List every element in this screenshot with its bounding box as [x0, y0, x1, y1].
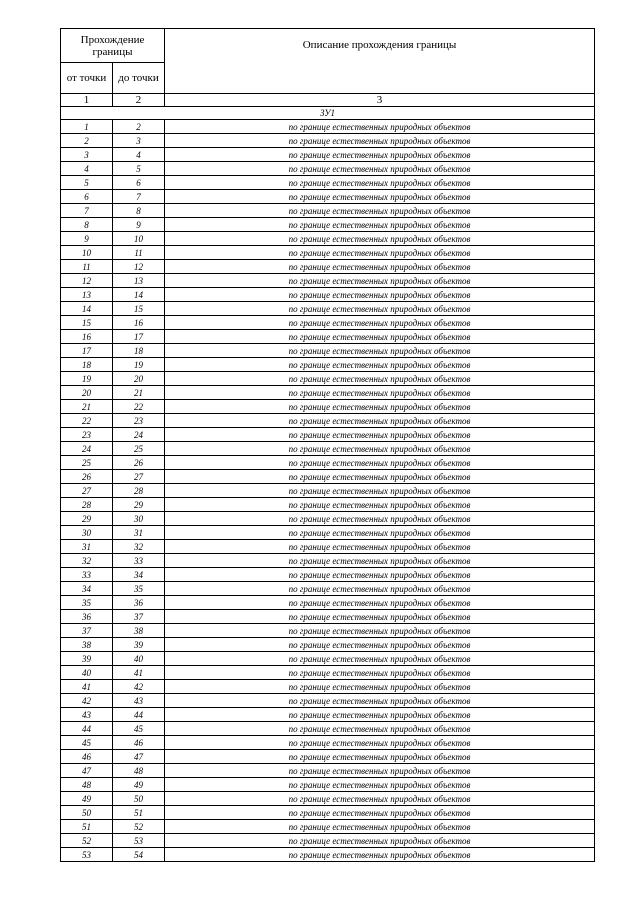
- table-row: [61, 330, 595, 344]
- to-point-cell: 13: [113, 274, 165, 288]
- to-point-cell: 40: [113, 652, 165, 666]
- table-row: [61, 722, 595, 736]
- table-row: [61, 190, 595, 204]
- from-point-cell: 19: [61, 372, 113, 386]
- table-row: [61, 414, 595, 428]
- description-cell: по границе естественных природных объектов: [165, 330, 595, 344]
- to-point-cell: 20: [113, 372, 165, 386]
- to-point-cell: 50: [113, 792, 165, 806]
- to-point-cell: 54: [113, 848, 165, 862]
- description-cell: по границе естественных природных объектов: [165, 134, 595, 148]
- from-point-cell: 6: [61, 190, 113, 204]
- from-point-cell: 26: [61, 470, 113, 484]
- column-number-row: [61, 94, 595, 107]
- description-cell: по границе естественных природных объектов: [165, 736, 595, 750]
- description-cell: по границе естественных природных объектов: [165, 848, 595, 862]
- to-point-cell: 48: [113, 764, 165, 778]
- table-row: [61, 540, 595, 554]
- description-cell: по границе естественных природных объектов: [165, 414, 595, 428]
- description-cell: по границе естественных природных объектов: [165, 162, 595, 176]
- from-point-cell: 11: [61, 260, 113, 274]
- to-point-cell: 34: [113, 568, 165, 582]
- table-row: [61, 400, 595, 414]
- table-row: [61, 806, 595, 820]
- from-point-cell: 20: [61, 386, 113, 400]
- from-point-cell: 53: [61, 848, 113, 862]
- to-point-cell: 7: [113, 190, 165, 204]
- to-point-cell: 5: [113, 162, 165, 176]
- table-row: [61, 274, 595, 288]
- description-cell: по границе естественных природных объектов: [165, 666, 595, 680]
- to-point-cell: 2: [113, 120, 165, 134]
- to-point-cell: 8: [113, 204, 165, 218]
- description-cell: по границе естественных природных объектов: [165, 792, 595, 806]
- from-point-cell: 38: [61, 638, 113, 652]
- description-cell: по границе естественных природных объектов: [165, 610, 595, 624]
- description-cell: по границе естественных природных объектов: [165, 806, 595, 820]
- description-cell: по границе естественных природных объектов: [165, 190, 595, 204]
- from-point-cell: 14: [61, 302, 113, 316]
- from-point-cell: 22: [61, 414, 113, 428]
- from-point-cell: 13: [61, 288, 113, 302]
- table-row: [61, 638, 595, 652]
- description-cell: по границе естественных природных объектов: [165, 316, 595, 330]
- table-row: [61, 456, 595, 470]
- from-point-cell: 45: [61, 736, 113, 750]
- from-point-cell: 1: [61, 120, 113, 134]
- table-row: [61, 568, 595, 582]
- to-point-cell: 16: [113, 316, 165, 330]
- from-point-cell: 18: [61, 358, 113, 372]
- boundary-table: [60, 28, 595, 862]
- description-cell: по границе естественных природных объектов: [165, 750, 595, 764]
- description-cell: по границе естественных природных объектов: [165, 428, 595, 442]
- table-row: [61, 358, 595, 372]
- from-point-cell: 17: [61, 344, 113, 358]
- table-row: [61, 848, 595, 862]
- description-cell: по границе естественных природных объектов: [165, 596, 595, 610]
- from-point-cell: 10: [61, 246, 113, 260]
- zone-label: ЗУ1: [61, 107, 595, 120]
- to-point-cell: 49: [113, 778, 165, 792]
- description-cell: по границе естественных природных объектов: [165, 540, 595, 554]
- from-point-cell: 28: [61, 498, 113, 512]
- from-point-header: от точки: [61, 63, 113, 94]
- table-row: [61, 316, 595, 330]
- from-point-cell: 24: [61, 442, 113, 456]
- description-cell: по границе естественных природных объектов: [165, 274, 595, 288]
- to-point-cell: 11: [113, 246, 165, 260]
- to-point-cell: 51: [113, 806, 165, 820]
- description-cell: по границе естественных природных объектов: [165, 820, 595, 834]
- table-row: [61, 218, 595, 232]
- description-cell: по границе естественных природных объектов: [165, 512, 595, 526]
- table-row: [61, 610, 595, 624]
- description-cell: по границе естественных природных объектов: [165, 554, 595, 568]
- from-point-cell: 12: [61, 274, 113, 288]
- table-row: [61, 778, 595, 792]
- to-point-cell: 27: [113, 470, 165, 484]
- to-point-cell: 30: [113, 512, 165, 526]
- table-row: [61, 428, 595, 442]
- column-number-1: 1: [61, 94, 113, 107]
- to-point-cell: 45: [113, 722, 165, 736]
- to-point-cell: 33: [113, 554, 165, 568]
- from-point-cell: 7: [61, 204, 113, 218]
- table-row: [61, 792, 595, 806]
- description-cell: по границе естественных природных объектов: [165, 624, 595, 638]
- description-cell: по границе естественных природных объектов: [165, 638, 595, 652]
- from-point-cell: 40: [61, 666, 113, 680]
- from-point-cell: 34: [61, 582, 113, 596]
- to-point-cell: 26: [113, 456, 165, 470]
- description-cell: по границе естественных природных объектов: [165, 778, 595, 792]
- description-cell: по границе естественных природных объектов: [165, 652, 595, 666]
- from-point-cell: 15: [61, 316, 113, 330]
- to-point-cell: 36: [113, 596, 165, 610]
- to-point-cell: 28: [113, 484, 165, 498]
- description-header: Описание прохождения границы: [165, 29, 595, 94]
- table-row: [61, 302, 595, 316]
- to-point-cell: 38: [113, 624, 165, 638]
- to-point-cell: 4: [113, 148, 165, 162]
- from-point-cell: 36: [61, 610, 113, 624]
- from-point-cell: 9: [61, 232, 113, 246]
- description-cell: по границе естественных природных объектов: [165, 344, 595, 358]
- from-point-cell: 51: [61, 820, 113, 834]
- table-row: [61, 148, 595, 162]
- to-point-cell: 37: [113, 610, 165, 624]
- table-row: [61, 652, 595, 666]
- from-point-cell: 33: [61, 568, 113, 582]
- to-point-cell: 31: [113, 526, 165, 540]
- to-point-cell: 23: [113, 414, 165, 428]
- table-row: [61, 246, 595, 260]
- description-cell: по границе естественных природных объектов: [165, 680, 595, 694]
- description-cell: по границе естественных природных объектов: [165, 484, 595, 498]
- from-point-cell: 50: [61, 806, 113, 820]
- table-row: [61, 512, 595, 526]
- from-point-cell: 4: [61, 162, 113, 176]
- to-point-cell: 25: [113, 442, 165, 456]
- from-point-cell: 42: [61, 694, 113, 708]
- table-row: [61, 386, 595, 400]
- table-row: [61, 232, 595, 246]
- description-cell: по границе естественных природных объектов: [165, 722, 595, 736]
- from-point-cell: 46: [61, 750, 113, 764]
- table-row: [61, 820, 595, 834]
- from-point-cell: 41: [61, 680, 113, 694]
- description-cell: по границе естественных природных объектов: [165, 176, 595, 190]
- to-point-header: до точки: [113, 63, 165, 94]
- to-point-cell: 24: [113, 428, 165, 442]
- to-point-cell: 9: [113, 218, 165, 232]
- table-row: [61, 554, 595, 568]
- from-point-cell: 29: [61, 512, 113, 526]
- from-point-cell: 2: [61, 134, 113, 148]
- to-point-cell: 47: [113, 750, 165, 764]
- description-cell: по границе естественных природных объектов: [165, 764, 595, 778]
- from-point-cell: 49: [61, 792, 113, 806]
- description-cell: по границе естественных природных объектов: [165, 470, 595, 484]
- header-row-group: [61, 29, 595, 63]
- from-point-cell: 16: [61, 330, 113, 344]
- to-point-cell: 43: [113, 694, 165, 708]
- table-row: [61, 120, 595, 134]
- from-point-cell: 27: [61, 484, 113, 498]
- from-point-cell: 43: [61, 708, 113, 722]
- description-cell: по границе естественных природных объектов: [165, 400, 595, 414]
- from-point-cell: 30: [61, 526, 113, 540]
- description-cell: по границе естественных природных объектов: [165, 246, 595, 260]
- to-point-cell: 15: [113, 302, 165, 316]
- to-point-cell: 32: [113, 540, 165, 554]
- table-row: [61, 736, 595, 750]
- to-point-cell: 29: [113, 498, 165, 512]
- from-point-cell: 23: [61, 428, 113, 442]
- table-body: [61, 29, 595, 862]
- column-number-3: 3: [165, 94, 595, 107]
- table-row: [61, 834, 595, 848]
- table-row: [61, 666, 595, 680]
- column-number-2: 2: [113, 94, 165, 107]
- zone-row: [61, 107, 595, 120]
- description-cell: по границе естественных природных объектов: [165, 582, 595, 596]
- document-page: [60, 28, 594, 862]
- to-point-cell: 18: [113, 344, 165, 358]
- to-point-cell: 53: [113, 834, 165, 848]
- boundary-group-header: Прохождение границы: [61, 29, 165, 63]
- description-cell: по границе естественных природных объектов: [165, 148, 595, 162]
- table-row: [61, 470, 595, 484]
- description-cell: по границе естественных природных объектов: [165, 834, 595, 848]
- from-point-cell: 47: [61, 764, 113, 778]
- description-cell: по границе естественных природных объектов: [165, 260, 595, 274]
- table-row: [61, 134, 595, 148]
- table-row: [61, 750, 595, 764]
- description-cell: по границе естественных природных объектов: [165, 232, 595, 246]
- description-cell: по границе естественных природных объектов: [165, 218, 595, 232]
- table-row: [61, 596, 595, 610]
- to-point-cell: 19: [113, 358, 165, 372]
- to-point-cell: 12: [113, 260, 165, 274]
- to-point-cell: 17: [113, 330, 165, 344]
- table-row: [61, 498, 595, 512]
- from-point-cell: 21: [61, 400, 113, 414]
- table-row: [61, 176, 595, 190]
- from-point-cell: 31: [61, 540, 113, 554]
- description-cell: по границе естественных природных объектов: [165, 386, 595, 400]
- from-point-cell: 48: [61, 778, 113, 792]
- to-point-cell: 44: [113, 708, 165, 722]
- table-row: [61, 764, 595, 778]
- table-row: [61, 694, 595, 708]
- description-cell: по границе естественных природных объектов: [165, 526, 595, 540]
- to-point-cell: 14: [113, 288, 165, 302]
- from-point-cell: 52: [61, 834, 113, 848]
- from-point-cell: 35: [61, 596, 113, 610]
- to-point-cell: 42: [113, 680, 165, 694]
- to-point-cell: 22: [113, 400, 165, 414]
- from-point-cell: 25: [61, 456, 113, 470]
- table-row: [61, 204, 595, 218]
- table-row: [61, 484, 595, 498]
- table-row: [61, 624, 595, 638]
- table-row: [61, 162, 595, 176]
- to-point-cell: 39: [113, 638, 165, 652]
- table-row: [61, 708, 595, 722]
- table-row: [61, 344, 595, 358]
- to-point-cell: 46: [113, 736, 165, 750]
- from-point-cell: 8: [61, 218, 113, 232]
- from-point-cell: 39: [61, 652, 113, 666]
- description-cell: по границе естественных природных объектов: [165, 498, 595, 512]
- to-point-cell: 6: [113, 176, 165, 190]
- from-point-cell: 37: [61, 624, 113, 638]
- to-point-cell: 10: [113, 232, 165, 246]
- description-cell: по границе естественных природных объектов: [165, 694, 595, 708]
- to-point-cell: 35: [113, 582, 165, 596]
- description-cell: по границе естественных природных объектов: [165, 456, 595, 470]
- table-row: [61, 680, 595, 694]
- to-point-cell: 52: [113, 820, 165, 834]
- description-cell: по границе естественных природных объектов: [165, 442, 595, 456]
- description-cell: по границе естественных природных объектов: [165, 372, 595, 386]
- description-cell: по границе естественных природных объектов: [165, 120, 595, 134]
- description-cell: по границе естественных природных объектов: [165, 204, 595, 218]
- table-row: [61, 288, 595, 302]
- table-row: [61, 442, 595, 456]
- description-cell: по границе естественных природных объектов: [165, 708, 595, 722]
- from-point-cell: 3: [61, 148, 113, 162]
- to-point-cell: 21: [113, 386, 165, 400]
- table-row: [61, 582, 595, 596]
- from-point-cell: 32: [61, 554, 113, 568]
- description-cell: по границе естественных природных объектов: [165, 302, 595, 316]
- to-point-cell: 3: [113, 134, 165, 148]
- to-point-cell: 41: [113, 666, 165, 680]
- table-row: [61, 526, 595, 540]
- description-cell: по границе естественных природных объектов: [165, 358, 595, 372]
- from-point-cell: 44: [61, 722, 113, 736]
- from-point-cell: 5: [61, 176, 113, 190]
- table-row: [61, 372, 595, 386]
- description-cell: по границе естественных природных объектов: [165, 568, 595, 582]
- description-cell: по границе естественных природных объектов: [165, 288, 595, 302]
- table-row: [61, 260, 595, 274]
